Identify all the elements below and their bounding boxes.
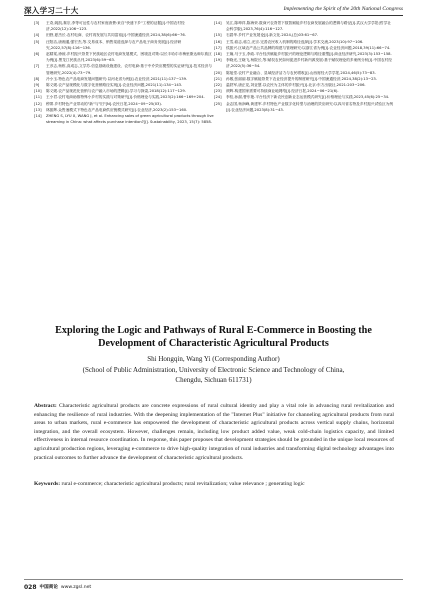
reference-text: 吴江,陈坤祥,陈海荣.数商兴农背景下数智赋能乡村农商发展融合的逻辑与路径[J].武汉大学学报(哲学社会科学版),2023,76(4):116−127. [226,21,391,32]
reference-number: [24] [214,95,222,100]
reference-text: 王彦志,杨栋,高成志,文学苏.信息基础设施建设、农村电商:基于中介效应模型的实证研究[J].技术经济与管理研究,2022(4):73−79. [46,64,212,75]
reference-number: [3] [34,21,40,25]
reference-text: 田野,夏杰长.农村电商、农村再发展与共同富裕[J].中国流通经济,2024,38(6):66−76. [46,33,186,38]
reference-text: 王小君.农村电商助推特殊小乡村的实践与对策研究[J].价格理论与实践,2023(2):166−169+204. [46,95,205,100]
authors: Shi Hongqin, Wang Yi (Corresponding Author) [147,355,280,363]
reference-text: 林振辉.众售速模式下特色农产品电商供应链模式研究[J].农业经济,2023(2):153−160. [46,107,188,112]
reference-text: 侯振兴.区域农产品公共品牌的构建与管理研究:以浙江省为例[J].农业经济问题,2018,39(11):66−74. [226,45,391,50]
keywords-label: Keywords: [34,481,61,487]
reference-item [34,63,214,75]
title-line-1: Exploring the Logic and Pathways of Rural E-Commerce in Boosting the [55,325,372,336]
abstract-label: Abstract: [34,403,57,409]
keywords-text: rural e-commerce; characteristic agricultural products; rural revitalization; value relevance ; generating logic [61,481,305,487]
reference-number: [5] [34,39,40,44]
reference-number: [7] [34,64,40,69]
abstract [34,402,394,462]
affiliation [20,366,407,385]
reference-number: [18] [214,52,222,57]
reference-number: [23] [214,89,222,94]
reference-number: [14] [214,21,222,25]
journal-url: www.zgsl.net [60,584,92,590]
reference-text: 孙敬,张丽丽.数字赋能背景下农业经济提升的制度研究[J].中国流通经济,2024,38(2):13−23. [226,76,377,81]
paper-title [20,325,407,350]
reference-number: [22] [214,83,222,88]
reference-text: 穆菁.乡村特色产业带动的"新"与"旧"[N].农民日报,2024−09−25(03). [46,101,162,106]
reference-number: [6] [34,52,40,57]
reference-text: 汪阳洁,唐湘通,强宏杰,等.交易成本、销售渠道选择与农产品电子商务发展[J].经济研究,2022,57(8):116−136. [46,39,182,50]
reference-item [214,101,394,113]
reference-item [34,39,214,51]
reference-number: [11] [34,95,42,100]
reference-number: [20] [214,70,222,75]
reference-text: 颜辉.构建国家需要可持续商业地网络[J].经济日报,2024−06−21(6). [226,89,339,94]
references-right-column [214,20,394,113]
journal-name: 中国商论 [39,585,58,590]
reference-number: [21] [214,76,222,81]
reference-number: [25] [214,101,222,106]
reference-number: [15] [214,33,222,38]
reference-item [214,57,394,69]
reference-text: ZHENG S, LYU X, WANG J, et al. Enhancing sales of green agricultural products through live streaming in China: what affects purchase intention?[J]. Sustainability, 2023, 15(7): 5858. [46,114,214,125]
reference-number: [13] [34,107,42,112]
reference-number: [14] [34,114,42,119]
page-number: 028 [24,583,37,591]
reference-text: 陈义媛.农产品规模化与数字化营销路径实现[J].农业经济问题,2021(11):134−143. [46,83,183,88]
reference-number: [12] [34,101,42,106]
abstract-text: Characteristic agricultural products are concrete expressions of rural cultural identity and play a vital role in advancing rural revitalization and enhancing the resilience of rural industries. With the deepening implementation of the "Internet Plus" initiative for channeling agricultural products from rural areas to urban markets, rural e-commerce has empowered the development of characteristic agricultural products across vertical supply chains, horizontal integration, and the overall ecosystem. However, challenges remain, including low product added value, weak cold-chain logistics capacity, and limited effectiveness in internal resource coordination. In response, this paper proposes that development strategies should be grounded in the unique local resources of agricultural production regions, leveraging e-commerce to drive high-quality integration of rural industries and transforming digital technology advantages into practical outcomes to further advance the development of characteristic agricultural products. [34,403,394,461]
section-header-zh: 深入学习二十大 [24,6,79,15]
reference-number: [17] [214,45,222,50]
reference-item [34,51,214,63]
reference-text: 李桂,孙湛,曹东艳.平台经济下新农民创新业态运营模式研究[J].价格理论与实践,2023,45(6):25−34. [226,95,390,100]
reference-number: [19] [214,58,222,63]
reference-text: 王娴,马子玉,李政.平台经济赋能乡村振兴的理论逻辑与路径重塑[J].商业经济研究,2023(3):153−158. [226,52,392,57]
reference-text: 温铁军,唐正花,刘亚慧.以农民为主体的乡村振兴[J].北京:东方出版社,2021:203−206. [226,83,366,88]
reference-text: 冷小玉.特色农产品电商发展问题研究:以河北省为例[J].农业经济,2021(11):137−139. [46,76,188,81]
reference-number: [9] [34,83,40,88]
reference-number: [10] [34,89,42,94]
reference-text: 王奇,姚凯,秦宗,李等可达性与农村家庭消费:来自"快递下乡"工程的证据[J].中国农村经济,2022(12):106−123. [46,21,185,32]
affiliation-line-1: (School of Public Administration, University of Electronic Science and Technology of China, [82,366,345,374]
reference-text: 李晓光,王晓飞,杨院长,等.赋权农民如何促进乡村新内源发展:基于赋权理论的多案例分析[J].中国农村经济,2022(5):36−54. [226,58,392,69]
header-divider [24,15,403,16]
reference-text: 陈旭堂.农村产业融合、县域经济活力与农民增收[J].山西财经大学学报,2024,46(5):73−83. [226,70,376,75]
reference-number: [16] [214,39,222,44]
reference-number: [8] [34,76,40,81]
title-line-2: Development of Characteristic Agricultural Products [98,337,329,349]
reference-text: 赵精棠,徐琼.乡村振兴背景下民族地区农村电商发展模式、困境及对策:以长丰哈尔市梅里斯达斡尔族区为例[J].黑龙江民族丛刊,2023(6):59−63. [46,52,212,63]
reference-text: 石碧华.乡村产业发展论[J].新文化.2024,(总)03:61−67. [226,33,319,38]
reference-item [34,20,214,32]
reference-item [34,113,214,125]
reference-text: 陈义媛.农产品规范化营销与农户融入市场的逻辑[J].学习与探索,2018(12):117−129. [46,89,186,94]
section-header-en: Implementing the Spirit of the 20th National Congress [283,6,403,12]
reference-text: 金志国,杨润峰,黄建军.乡村特色产业数字化转型与治理的效应研究:以四川省名特及乡村振兴试验区为例[J].农业经济问题,2023(8):31−43. [226,101,394,112]
page-footer [24,582,91,592]
reference-number: [4] [34,33,40,38]
footer-divider [24,579,403,580]
reference-text: 王雪,骆志,骆立,光宗.完善农民收入机制的路径选择[J].学术交流,2023(10):97−106. [226,39,364,44]
affiliation-line-2: Chengdu, Sichuan 611731) [175,375,252,384]
keywords [34,480,394,489]
references-left-column [34,20,214,125]
reference-item [214,20,394,32]
